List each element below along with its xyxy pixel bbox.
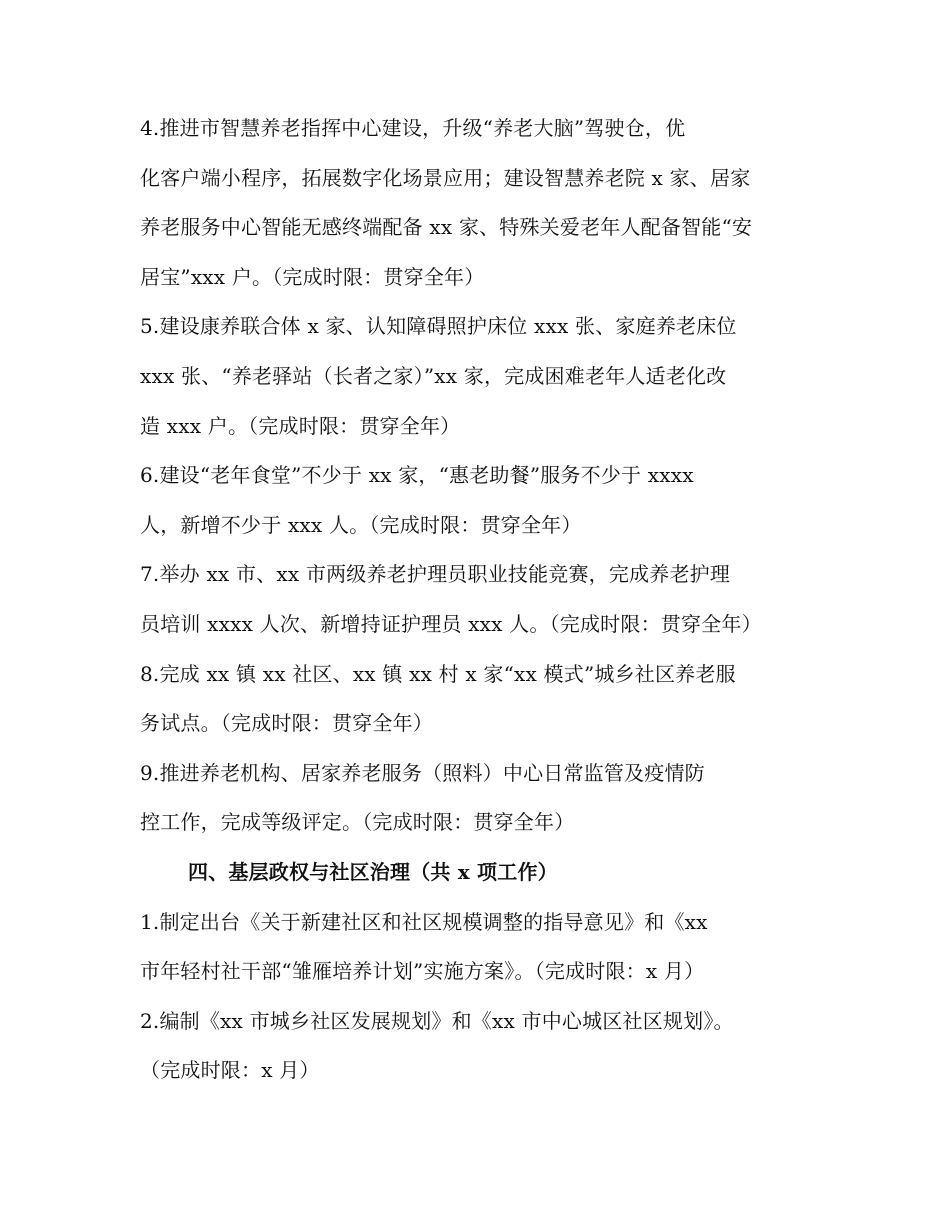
text-line: xxx 张、“养老驿站（长者之家）”xx 家，完成困难老年人适老化改 — [140, 363, 727, 388]
text-line: 7.举办 xx 市、xx 市两级养老护理员职业技能竞赛，完成养老护理 — [140, 562, 731, 587]
text-line: 5.建设康养联合体 x 家、认知障碍照护床位 xxx 张、家庭养老床位 — [140, 314, 737, 339]
text-line: 养老服务中心智能无感终端配备 xx 家、特殊关爱老年人配备智能“安 — [140, 215, 753, 240]
text-line: 6.建设“老年食堂”不少于 xx 家，“惠老助餐”服务不少于 xxxx — [140, 463, 694, 488]
text-line: 人，新增不少于 xxx 人。（完成时限：贯穿全年） — [140, 512, 582, 537]
text-line: 4.推进市智慧养老指挥中心建设，升级“养老大脑”驾驶仓，优 — [140, 116, 686, 140]
paragraph-item-6 — [140, 451, 820, 550]
text-line: 化客户端小程序，拓展数字化场景应用；建设智慧养老院 x 家、居家 — [140, 165, 751, 190]
text-line: 8.完成 xx 镇 xx 社区、xx 镇 xx 村 x 家“xx 模式”城乡社区养老服 — [140, 661, 736, 686]
paragraph-item-4 — [140, 104, 820, 302]
text-line: 市年轻村社干部“雏雁培养计划”实施方案》。（完成时限：x 月） — [140, 959, 705, 984]
paragraph-item-9 — [140, 749, 820, 848]
text-line: 务试点。（完成时限：贯穿全年） — [140, 711, 433, 736]
document-body — [140, 104, 820, 1096]
paragraph-section-item-2 — [140, 997, 820, 1096]
text-line: 9.推进养老机构、居家养老服务（照料）中心日常监管及疫情防 — [140, 760, 705, 785]
paragraph-section-item-1 — [140, 898, 820, 997]
text-line: （完成时限：x 月） — [140, 1058, 320, 1083]
paragraph-item-7 — [140, 550, 820, 649]
text-line: 员培训 xxxx 人次、新增持证护理员 xxx 人。（完成时限：贯穿全年） — [140, 611, 762, 636]
paragraph-item-5 — [140, 302, 820, 451]
section-heading: 四、基层政权与社区治理（共 x 项工作） — [188, 859, 558, 884]
text-line: 居宝”xxx 户。（完成时限：贯穿全年） — [140, 264, 485, 289]
paragraph-item-8 — [140, 650, 820, 749]
text-line: 控工作，完成等级评定。（完成时限：贯穿全年） — [140, 810, 575, 835]
text-line: 造 xxx 户。（完成时限：贯穿全年） — [140, 413, 461, 438]
text-line: 2.编制《xx 市城乡社区发展规划》和《xx 市中心城区社区规划》。 — [140, 1008, 734, 1033]
text-line: 1.制定出台《关于新建社区和社区规模调整的指导意见》和《xx — [140, 909, 708, 934]
